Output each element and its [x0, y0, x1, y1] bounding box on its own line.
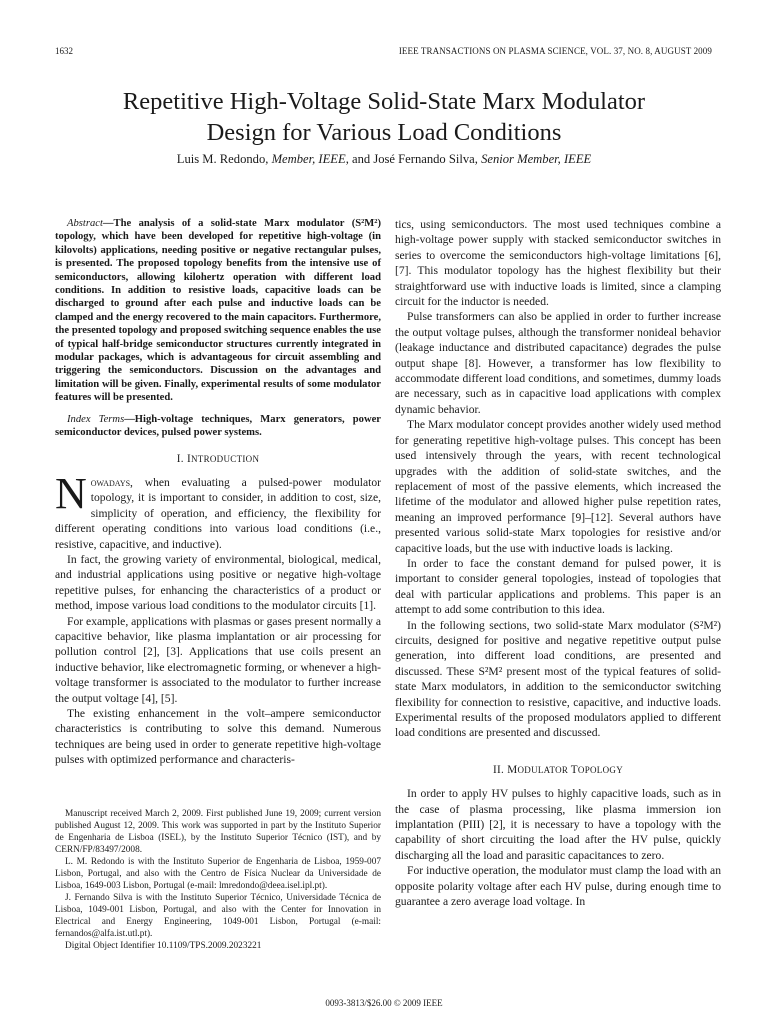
index-terms-text: —High-voltage techniques, Marx generators, power semiconductor devices, pulsed power systems. [55, 413, 381, 439]
intro-paragraph-3: For example, applications with plasmas or gases present normally a capacitive behavior, like plasma implantation or air processing for pollution control [2], [3]. Applications that use coils present an inductive behavior, like electromagnetic forming, or whenever a high-voltage transformer is associated to the modulator to further increase the output voltage [4], [5]. [55, 614, 381, 705]
right-paragraph-5: In the following sections, two solid-state Marx modulator (S²M²) circuits, designed for positive and negative repetitive output pulse generation, into different load conditions, are presented and discussed. These S²M² present most of the typical features of solid-state Marx modulators, in addition to the semiconductor switching flexibility for connection to resistive, capacitive, and inductive loads. Experimental results of the proposed modulators applied to different load conditions are presented and discussed. [395, 618, 721, 740]
running-header: IEEE TRANSACTIONS ON PLASMA SCIENCE, VOL. 37, NO. 8, AUGUST 2009 [398, 46, 712, 56]
author-line [40, 152, 728, 167]
footnotes [55, 808, 381, 952]
right-paragraph-2: Pulse transformers can also be applied in order to further increase the output voltage pulses, although the transformer nonideal behavior (leakage inductance and distributed capacitance) degrades the pulse output shape [8]. However, a transformer has low flexibility to accommodate different load conditions, and sometimes, dummy loads are necessary, such as in capacitive load applications with complex dynamic behavior. [395, 310, 721, 416]
section-title-rest: NTRODUCTION [190, 453, 260, 464]
intro-paragraph-1-text: , when evaluating a pulsed-power modulator topology, it is important to consider, in addition to cost, size, simplicity of operation, and efficiency, the flexibility for different operating conditions into various load conditions (i.e., resistive, capacitive, and inductive). [55, 475, 381, 551]
intro-paragraph-4: The existing enhancement in the volt–ampere semiconductor characteristics is contributing to solve this demand. Numerous techniques are being used in order to generate repetitive high-voltage pulses with optimized performance and characteris- [55, 707, 381, 767]
section-initial: M [507, 763, 518, 776]
section-title-rest: ODULATOR [517, 764, 571, 775]
drop-cap: N [55, 468, 87, 518]
section-initial: I [186, 452, 191, 465]
page-number: 1632 [55, 46, 73, 56]
author-1: Luis M. Redondo, [176, 152, 272, 166]
author-separator: , and José Fernando Silva, [345, 152, 482, 166]
author-2-membership: Senior Member, IEEE [481, 152, 592, 166]
footnote-doi: Digital Object Identifier 10.1109/TPS.2009.2023221 [65, 941, 262, 951]
right-paragraph-1: tics, using semiconductors. The most used techniques combine a high-voltage power supply with stacked semiconductor switches in series to overcome the semiconductors high-voltage limitations [6], [7]. This modulator topology has the highest flexibility but their straightforward use with inductive loads is limited, since a clamping circuit for the inductor is needed. [395, 218, 721, 309]
intro-paragraph-1 [55, 468, 381, 552]
right-paragraph-4: In order to face the constant demand for pulsed power, it is important to consider general topologies, instead of topologies that deal with particular applications and problems. This paper is an attempt to add some contribution to this idea. [395, 556, 721, 617]
right-paragraph-3: The Marx modulator concept provides another widely used method for generating repetitive high-voltage pulses. This concept has been used intensively through the years, with recent technological upgrades with the addition of solid-state switches, and the replacement of most of the passive elements, which increased the lifetime of the modulator and allowed higher pulse repetition rates, meaning an improved performance [9]–[12]. Several authors have presented various solid-state Marx topologies for resistive and/or capacitive loads, but the use with inductive loads is lacking. [395, 418, 721, 555]
abstract-text: —The analysis of a solid-state Marx modulator (S²M²) topology, which have been developed for repetitive high-voltage (in kilovolts) applications, needing positive or negative rectangular pulses, is presented. The proposed topology benefits from the intensive use of semiconductors, allowing kilohertz operation with different load conditions. In addition to resistive loads, capacitive loads can be discharged to ground after each pulse and inductive loads can be clamped and the energy recovered to the main capacitors. Furthermore, the presented topology and proposed switching sequence enables the use of typical half-bridge semiconductor structures currently integrated in modular packages, which is advantageous for circuit assembling and triggering the semiconductors. Discussion on the advantages and limitation will be given. Finally, experimental results of some modulator features will be presented. [55, 218, 381, 404]
section-heading-modulator-topology [395, 763, 721, 778]
title-line-1: Repetitive High-Voltage Solid-State Marx Modulator [122, 88, 646, 115]
right-paragraph-7: For inductive operation, the modulator must clamp the load with an opposite polarity voltage after each HV pulse, during enough time to guarantee a zero average load voltage. In [395, 864, 721, 909]
section-heading-introduction [55, 452, 381, 467]
section-initial: T [570, 763, 578, 776]
index-terms [55, 413, 381, 440]
paper-title [40, 86, 728, 148]
title-line-2: Design for Various Load Conditions [206, 119, 562, 146]
right-column [395, 217, 721, 909]
lead-word: owadays [90, 475, 131, 489]
left-column [55, 217, 381, 768]
copyright-footer: 0093-3813/$26.00 © 2009 IEEE [325, 998, 443, 1008]
abstract-label: Abstract [67, 218, 103, 229]
footnote-author-1: L. M. Redondo is with the Instituto Superior de Engenharia de Lisboa, 1959-007 Lisbon, Portugal, and also with the Centro de Física Nuclear da Universidade de Lisboa, 1649-003 Lisbon, Portugal (e-mail: lmredondo@deea.isel.ipl.pt). [55, 857, 381, 891]
section-numeral: II. [492, 763, 508, 776]
intro-paragraph-2: In fact, the growing variety of environmental, biological, medical, and industrial applications using positive or negative high-voltage repetitive pulses, for enhancing the characteristics of a product or method, impose various load conditions to the modulator circuits [1]. [55, 552, 381, 613]
index-terms-label: Index Terms [67, 413, 125, 425]
title-block [40, 86, 728, 167]
footnote-author-2: J. Fernando Silva is with the Instituto Superior Técnico, Universidade Técnica de Lisboa, 1049-001 Lisbon, Portugal, and also with the Center for Innovation in Electrical and Energy Engineering, 1049-001 Lisbon, Portugal (e-mail: fernandos@alfa.ist.utl.pt). [55, 893, 381, 939]
footnote-manuscript: Manuscript received March 2, 2009. First published June 19, 2009; current version published August 12, 2009. This work was supported in part by the Instituto Superior de Engenharia de Lisboa (ISEL), by the Instituto Superior Técnico (IST), and by CERN/FP/83497/2008. [55, 809, 381, 855]
section-numeral: I. [176, 452, 187, 465]
author-1-membership: Member, IEEE [271, 152, 346, 166]
abstract [55, 217, 381, 405]
right-paragraph-6: In order to apply HV pulses to highly capacitive loads, such as in the case of plasma processing, like plasma immersion ion implantation (PIII) [2], it is necessary to have a topology with the capability of short circuiting the load after the HV pulse, quickly discharging all the load and parasitic capacitances to zero. [395, 787, 721, 862]
section-title-rest: OPOLOGY [577, 764, 624, 775]
